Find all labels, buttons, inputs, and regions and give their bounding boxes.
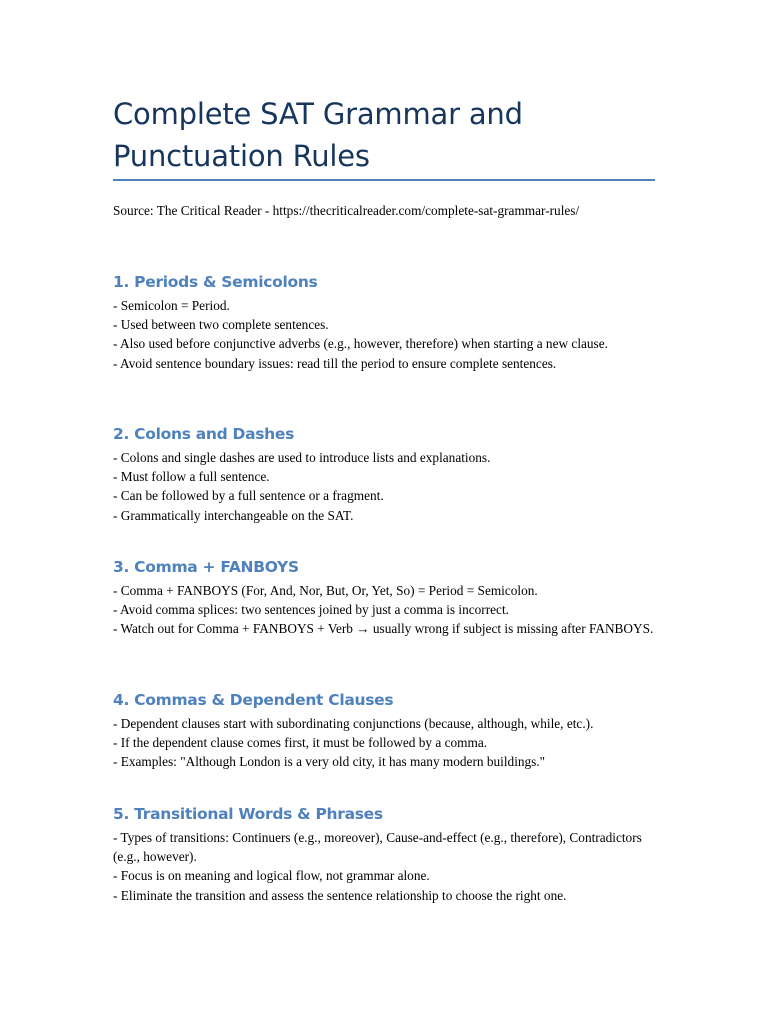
rule-list	[113, 448, 658, 525]
rule-item: - Grammatically interchangeable on the SAT.	[113, 507, 354, 523]
rule-item: - Used between two complete sentences.	[113, 317, 329, 333]
rule-item: - If the dependent clause comes first, it must be followed by a comma.	[113, 735, 488, 751]
rule-item: - Eliminate the transition and assess the sentence relationship to choose the right one.	[113, 887, 567, 903]
rule-item: - Can be followed by a full sentence or a fragment.	[113, 488, 384, 504]
rule-item: - Also used before conjunctive adverbs (e.g., however, therefore) when starting a new clause.	[113, 336, 608, 352]
title-underline-rule	[113, 179, 655, 181]
source-line: Source: The Critical Reader - https://thecriticalreader.com/complete-sat-grammar-rules/	[113, 203, 580, 218]
rule-list	[113, 581, 658, 639]
section-heading: 1. Periods & Semicolons	[113, 273, 318, 291]
rule-item: - Avoid comma splices: two sentences joined by just a comma is incorrect.	[113, 602, 509, 618]
rule-item: - Focus is on meaning and logical flow, not grammar alone.	[113, 868, 430, 884]
rule-list	[113, 296, 658, 373]
rule-item: - Examples: "Although London is a very old city, it has many modern buildings."	[113, 754, 546, 770]
rule-list	[113, 828, 658, 905]
document-title: Complete SAT Grammar and Punctuation Rules	[113, 97, 523, 173]
rule-item: - Colons and single dashes are used to introduce lists and explanations.	[113, 450, 491, 465]
rule-item: - Must follow a full sentence.	[113, 469, 270, 485]
section-transitional-words	[113, 804, 658, 905]
section-heading: 2. Colons and Dashes	[113, 425, 295, 443]
rule-list	[113, 714, 658, 772]
rule-item: - Semicolon = Period.	[113, 298, 230, 313]
rule-item: - Types of transitions: Continuers (e.g., moreover), Cause-and-effect (e.g., therefore), Contradictors (e.g., however).	[113, 830, 642, 865]
rule-item: - Watch out for Comma + FANBOYS + Verb → usually wrong if subject is missing after FANBOYS.	[113, 621, 654, 637]
section-heading: 3. Comma + FANBOYS	[113, 558, 299, 576]
section-commas-dependent-clauses	[113, 690, 658, 772]
section-colons-dashes	[113, 424, 658, 525]
rule-item: - Avoid sentence boundary issues: read till the period to ensure complete sentences.	[113, 355, 557, 371]
rule-item: - Dependent clauses start with subordinating conjunctions (because, although, while, etc.).	[113, 716, 594, 731]
section-periods-semicolons	[113, 272, 658, 373]
section-heading: 5. Transitional Words & Phrases	[113, 805, 383, 823]
rule-item: - Comma + FANBOYS (For, And, Nor, But, Or, Yet, So) = Period = Semicolon.	[113, 583, 538, 598]
section-heading: 4. Commas & Dependent Clauses	[113, 691, 394, 709]
section-comma-fanboys	[113, 557, 658, 639]
